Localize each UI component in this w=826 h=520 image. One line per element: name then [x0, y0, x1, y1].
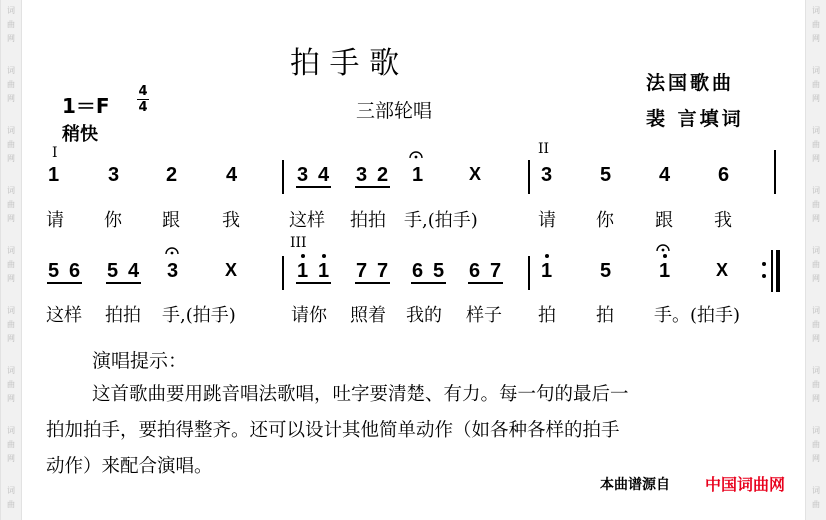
high-octave-dot [301, 254, 305, 258]
note: 6 [469, 260, 481, 282]
watermark-char: 曲 [812, 320, 820, 329]
part-marker-2: II [538, 141, 550, 157]
note: 3 [541, 164, 553, 186]
lyric: 这样 [46, 305, 82, 326]
watermark-char: 网 [7, 394, 15, 403]
hint-line-3: 动作）来配合演唱。 [46, 456, 213, 477]
lyrics-credit: 裴 言填词 [646, 108, 744, 130]
right-watermark-strip [805, 0, 826, 520]
final-bar-line [776, 250, 780, 292]
watermark-char: 网 [7, 154, 15, 163]
watermark-char: 网 [7, 454, 15, 463]
eighth-underline [411, 282, 446, 284]
watermark-char: 网 [812, 94, 820, 103]
watermark-char: 词 [812, 6, 820, 15]
watermark-char: 曲 [7, 380, 15, 389]
bar-line [528, 256, 530, 290]
lyric: 拍 [538, 305, 556, 326]
note: 7 [356, 260, 368, 282]
lyric: 手,(拍手) [404, 210, 478, 231]
note: 2 [377, 164, 389, 186]
hint-heading: 演唱提示： [92, 350, 188, 372]
note: 4 [226, 164, 238, 186]
bar-line [282, 160, 284, 194]
watermark-char: 曲 [812, 500, 820, 509]
time-bottom: 4 [138, 100, 148, 115]
eighth-underline [296, 282, 331, 284]
lyric: 我的 [406, 305, 442, 326]
lyric: 手。(拍手) [654, 305, 741, 326]
eighth-underline [355, 282, 390, 284]
lyric: 拍 [596, 305, 614, 326]
lyric: 你 [596, 210, 614, 231]
watermark-char: 词 [7, 6, 15, 15]
watermark-char: 词 [7, 246, 15, 255]
eighth-underline [106, 282, 141, 284]
note: 1 [412, 164, 424, 186]
watermark-char: 词 [812, 246, 820, 255]
note: 1 [541, 260, 553, 282]
watermark-char: 网 [812, 454, 820, 463]
watermark-char: 曲 [7, 260, 15, 269]
lyric: 这样 [289, 210, 325, 231]
repeat-dot-icon [762, 274, 766, 278]
source-prefix: 本曲谱源自 [600, 477, 670, 493]
lyric: 拍拍 [105, 305, 141, 326]
fermata-icon [165, 246, 179, 255]
bar-line [282, 256, 284, 290]
lyric: 你 [104, 210, 122, 231]
watermark-char: 词 [812, 186, 820, 195]
watermark-char: 网 [7, 274, 15, 283]
note: 5 [600, 164, 612, 186]
lyric: 拍拍 [350, 210, 386, 231]
note: 2 [166, 164, 178, 186]
watermark-char: 词 [812, 126, 820, 135]
watermark-char: 词 [812, 366, 820, 375]
watermark-char: 词 [812, 306, 820, 315]
watermark-char: 曲 [7, 80, 15, 89]
bar-line [528, 160, 530, 194]
bar-line [771, 250, 773, 292]
lyric: 跟 [162, 210, 180, 231]
note: 1 [297, 260, 309, 282]
lyric: 请 [46, 210, 64, 231]
part-marker-1: I [52, 145, 58, 161]
watermark-char: 词 [812, 426, 820, 435]
lyric: 跟 [655, 210, 673, 231]
note: 1 [48, 164, 60, 186]
note: 3 [167, 260, 179, 282]
watermark-char: 词 [7, 306, 15, 315]
watermark-char: 曲 [812, 200, 820, 209]
watermark-char: 词 [812, 66, 820, 75]
hint-line-2: 拍加拍手，要拍得整齐。还可以设计其他简单动作（如各种各样的拍手 [46, 420, 620, 441]
clap-x: X [225, 260, 238, 280]
watermark-char: 网 [7, 214, 15, 223]
time-top: 4 [138, 84, 148, 99]
clap-x: X [469, 164, 482, 184]
watermark-char: 词 [7, 186, 15, 195]
note: 5 [433, 260, 445, 282]
watermark-char: 词 [7, 426, 15, 435]
note: 7 [377, 260, 389, 282]
lyric: 我 [714, 210, 732, 231]
hint-line-1: 这首歌曲要用跳音唱法歌唱，吐字要清楚、有力。每一句的最后一 [92, 384, 629, 405]
watermark-char: 曲 [812, 440, 820, 449]
high-octave-dot [545, 254, 549, 258]
note: 3 [108, 164, 120, 186]
watermark-char: 曲 [7, 320, 15, 329]
watermark-char: 网 [812, 394, 820, 403]
lyric: 请 [538, 210, 556, 231]
note: 5 [48, 260, 60, 282]
eighth-underline [296, 186, 331, 188]
fermata-icon [409, 150, 423, 159]
watermark-char: 网 [812, 334, 820, 343]
bar-line [774, 150, 776, 194]
watermark-char: 曲 [812, 380, 820, 389]
watermark-char: 曲 [812, 20, 820, 29]
watermark-char: 词 [7, 486, 15, 495]
left-watermark-strip [0, 0, 22, 520]
watermark-char: 词 [7, 126, 15, 135]
note: 6 [412, 260, 424, 282]
tempo-marking: 稍快 [62, 124, 98, 145]
watermark-char: 词 [812, 486, 820, 495]
eighth-underline [468, 282, 503, 284]
note: 6 [718, 164, 730, 186]
lyric: 样子 [466, 305, 502, 326]
note: 5 [600, 260, 612, 282]
watermark-char: 网 [812, 274, 820, 283]
note: 4 [659, 164, 671, 186]
lyric: 请你 [291, 305, 327, 326]
note: 4 [128, 260, 140, 282]
watermark-char: 网 [7, 94, 15, 103]
high-octave-dot [322, 254, 326, 258]
music-credit: 法国歌曲 [646, 72, 735, 94]
part-marker-3: III [290, 235, 307, 251]
watermark-char: 网 [7, 334, 15, 343]
watermark-char: 网 [7, 34, 15, 43]
watermark-char: 网 [812, 154, 820, 163]
note: 6 [69, 260, 81, 282]
note: 3 [356, 164, 368, 186]
watermark-char: 曲 [812, 80, 820, 89]
clap-x: X [716, 260, 729, 280]
watermark-char: 曲 [7, 140, 15, 149]
high-octave-dot [663, 254, 667, 258]
note: 1 [659, 260, 671, 282]
repeat-dot-icon [762, 262, 766, 266]
lyric: 照着 [350, 305, 386, 326]
note: 3 [297, 164, 309, 186]
key-signature: 1＝F [62, 94, 110, 118]
note: 7 [490, 260, 502, 282]
source-site-link[interactable]: 中国词曲网 [705, 475, 786, 494]
watermark-char: 曲 [812, 260, 820, 269]
lyric: 我 [222, 210, 240, 231]
note: 1 [318, 260, 330, 282]
watermark-char: 网 [812, 214, 820, 223]
watermark-char: 曲 [812, 140, 820, 149]
time-signature [137, 85, 149, 114]
watermark-char: 曲 [7, 440, 15, 449]
song-subtitle: 三部轮唱 [356, 100, 433, 122]
watermark-char: 词 [7, 366, 15, 375]
watermark-char: 曲 [7, 200, 15, 209]
watermark-char: 曲 [7, 20, 15, 29]
eighth-underline [47, 282, 82, 284]
note: 5 [107, 260, 119, 282]
fermata-icon [656, 243, 670, 252]
song-title: 拍 手 歌 [290, 46, 400, 81]
eighth-underline [355, 186, 390, 188]
watermark-char: 曲 [7, 500, 15, 509]
watermark-char: 网 [812, 34, 820, 43]
lyric: 手,(拍手) [162, 305, 236, 326]
note: 4 [318, 164, 330, 186]
watermark-char: 词 [7, 66, 15, 75]
